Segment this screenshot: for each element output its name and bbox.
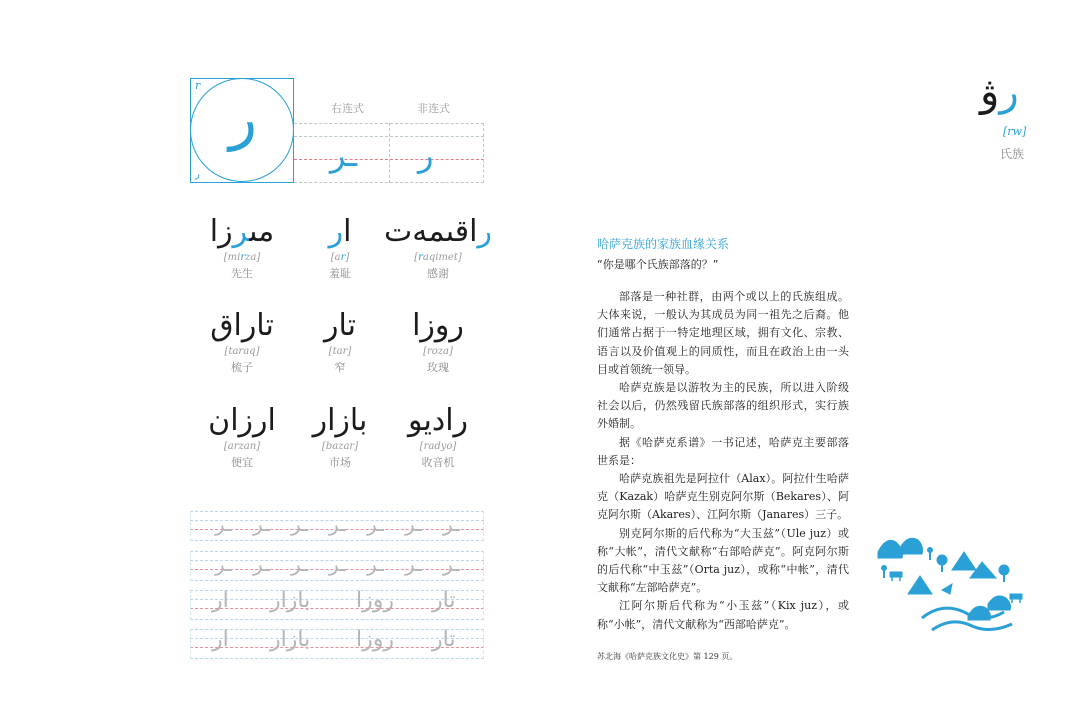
word-arabic: مىرزا — [209, 214, 275, 249]
header-meaning: 氏族 — [1000, 147, 1025, 161]
practice-glyph: ـر — [215, 552, 232, 576]
word-latin: [roza] — [423, 346, 453, 357]
word-latin: [bazar] — [321, 441, 359, 452]
word-arabic: راديو — [407, 403, 469, 438]
word-latin: [mirza] — [223, 252, 261, 263]
practice-glyph: ـر — [253, 552, 270, 576]
word-arabic: بازار — [312, 403, 368, 438]
article-paragraph: 别克阿尔斯的后代称为“大玉兹”（Ule juz）或称“大帐”，清代文献称“右部哈萨克”。阿克阿尔斯的后代称“中玉兹”（Orta juz），或称“中帐”，清代文献称“左部哈萨克”。 — [597, 526, 849, 595]
word-meaning: 梳子 — [231, 361, 253, 374]
article-paragraph: 据《哈萨克系谱》一书记述，哈萨克主要部落世系是： — [597, 435, 849, 467]
practice-glyph: ـر — [215, 512, 232, 536]
form-guide-lines — [294, 123, 484, 183]
word-latin: [radyo] — [419, 441, 457, 452]
article-body — [597, 288, 849, 634]
corner-arabic: ر — [195, 169, 200, 180]
word-arabic: تار — [324, 308, 356, 343]
practice-word: تار — [432, 627, 456, 652]
word-latin: [taraq] — [224, 346, 260, 357]
header-letter: رۋ — [980, 69, 1019, 115]
practice-glyph: ـر — [291, 552, 308, 576]
word-meaning: 便宜 — [231, 456, 253, 469]
word-arabic: ار — [328, 214, 352, 249]
article-paragraph: 哈萨克族祖先是阿拉什（Alax）。阿拉什生哈萨克（Kazak）哈萨克生别克阿尔斯（Bekares）、阿克阿尔斯（Akares）、江阿尔斯（Janares）三子。 — [597, 472, 849, 522]
practice-glyph: ـر — [405, 512, 422, 536]
article-source: 苏北海《哈萨克族文化史》第 129 页。 — [597, 652, 738, 661]
word-latin: [arzan] — [223, 441, 261, 452]
letter-box — [190, 78, 294, 183]
word-arabic: تاراق — [210, 308, 274, 343]
practice-word: ار — [212, 627, 229, 652]
form-glyph-right-joined: ـر — [330, 136, 358, 174]
isolated-letter: ر — [228, 84, 257, 152]
article-quote: “你是哪个氏族部落的？” — [597, 258, 719, 271]
practice-glyph: ـر — [443, 512, 460, 536]
word-mirza — [182, 212, 302, 281]
practice-glyph: ـر — [443, 552, 460, 576]
practice-glyph: ـر — [329, 512, 346, 536]
practice-glyph: ـر — [367, 512, 384, 536]
word-arabic: راقىمەت — [384, 214, 492, 249]
form-label-non-joined: 非连式 — [417, 102, 450, 115]
practice-glyph: ـر — [367, 552, 384, 576]
practice-glyph: ـر — [253, 512, 270, 536]
word-arabic: روزا — [412, 308, 464, 343]
nomad-camp-illustration — [872, 520, 1028, 640]
word-meaning: 市场 — [329, 456, 351, 469]
word-meaning: 先生 — [231, 267, 253, 280]
practice-word: تار — [432, 588, 456, 613]
practice-word: بازار — [270, 627, 311, 652]
corner-latin: r — [195, 79, 201, 92]
word-meaning: 感谢 — [427, 267, 449, 280]
article-paragraph: 江阿尔斯后代称为“小玉兹”（Kix juz），或称“小帐”，清代文献称为“西部哈萨克”。 — [597, 599, 849, 631]
word-taraq — [182, 306, 302, 375]
article-title: 哈萨克族的家族血缘关系 — [597, 237, 730, 251]
practice-glyph: ـر — [291, 512, 308, 536]
word-arzan — [182, 401, 302, 470]
article-paragraph: 部落是一种社群，由两个或以上的氏族组成。大体来说，一般认为其成员为同一祖先之后裔。他们通常占据于一特定地理区域，拥有文化、宗教、语言以及价值观上的同质性，而且在政治上由一头目或首领统一领导。 — [597, 290, 849, 376]
word-latin: [ar] — [330, 252, 350, 263]
word-arabic: ارزان — [208, 403, 276, 438]
word-meaning: 玫瑰 — [427, 361, 449, 374]
header-latin: [rw] — [1003, 125, 1027, 138]
word-meaning: 窄 — [334, 361, 346, 374]
form-glyph-non-joined: ر — [418, 136, 434, 174]
practice-word: روزا — [356, 627, 394, 652]
word-latin: [tar] — [328, 346, 352, 357]
practice-word: ار — [212, 588, 229, 613]
word-latin: [raqimet] — [414, 252, 462, 263]
practice-glyph: ـر — [405, 552, 422, 576]
practice-glyph: ـر — [329, 552, 346, 576]
word-meaning: 羞耻 — [329, 267, 351, 280]
word-meaning: 收音机 — [421, 456, 455, 469]
article-paragraph: 哈萨克族是以游牧为主的民族，所以进入阶级社会以后，仍然残留氏族部落的组织形式，实行族外婚制。 — [597, 381, 849, 431]
form-label-right-joined: 右连式 — [331, 102, 364, 115]
practice-word: روزا — [356, 588, 394, 613]
practice-word: بازار — [270, 588, 311, 613]
